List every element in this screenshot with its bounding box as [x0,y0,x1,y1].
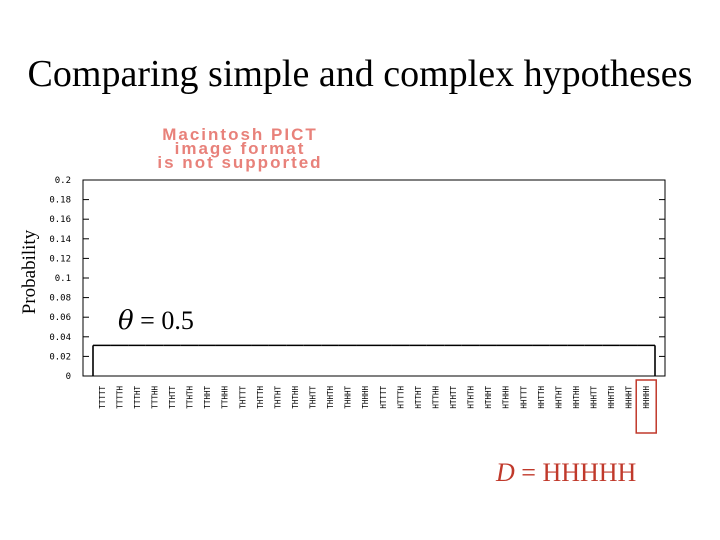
bar [234,345,252,376]
bar [532,345,550,376]
y-tick-label: 0.06 [49,313,71,324]
x-tick-label: HHTTH [536,386,546,409]
bar [515,345,533,376]
x-tick-label: TTHTH [185,386,195,409]
x-tick-label: HTTTH [396,386,406,409]
x-tick-label: THHTH [326,386,336,409]
theta-symbol: θ [118,306,134,336]
x-tick-label: THTTH [255,386,265,409]
x-tick-label: HTHHH [501,386,511,409]
x-tick-label: HHTHT [554,386,564,409]
bar [602,345,620,376]
y-tick-label: 0.14 [49,234,71,245]
bar [374,345,392,376]
bar [251,345,269,376]
x-tick-label: HTHTT [449,386,459,409]
x-tick-label: THHHT [343,386,353,409]
theta-label [118,306,194,336]
pict-notice-line: Macintosh PICT [162,125,318,144]
y-tick-label: 0.16 [49,215,71,226]
bar [479,345,497,376]
bar [339,345,357,376]
x-tick-label: TTHHH [220,386,230,409]
y-tick-label: 0.1 [54,274,71,284]
y-axis-label: Probability [19,229,40,315]
pict-notice-line: is not supported [157,153,323,172]
x-tick-label: TTTHH [150,386,160,409]
data-symbol: D [496,458,515,487]
slide-title: Comparing simple and complex hypotheses [27,53,693,95]
x-tick-label: HHTTT [519,386,529,409]
data-value: = HHHHH [514,458,637,487]
x-tick-label: HHHHT [624,386,634,409]
x-tick-label: HHHHH [642,386,652,409]
x-tick-label: THTTT [238,386,248,409]
bar [181,345,199,376]
bar [427,345,445,376]
y-tick-label: 0.2 [54,176,71,186]
bar [585,345,603,376]
x-tick-label: THTHT [273,386,283,409]
bar [269,345,287,376]
data-label [496,458,636,488]
bar [550,345,568,376]
y-tick-label: 0 [65,372,71,382]
bar [409,345,427,376]
pict-notice-line: image format [174,139,306,158]
y-tick-label: 0.02 [49,352,71,363]
bar [392,345,410,376]
bar [620,345,638,376]
bar [321,345,339,376]
bar [462,345,480,376]
bar [286,345,304,376]
bar [637,345,655,376]
bar [216,345,234,376]
x-tick-label: HHTHH [571,386,581,409]
x-tick-label: TTTHT [132,386,142,409]
bar [567,345,585,376]
x-tick-label: HHHTT [589,386,599,409]
x-tick-label: TTHTT [168,386,178,409]
x-tick-label: TTTTT [97,386,107,409]
x-tick-label: HTTHT [413,386,423,409]
bar [146,345,164,376]
x-tick-label: TTHHT [203,386,213,409]
bar [444,345,462,376]
x-tick-label: HTHTH [466,386,476,409]
x-tick-label: HTHHT [484,386,494,409]
bar [304,345,322,376]
x-tick-label: THTHH [290,386,300,409]
y-tick-label: 0.08 [49,293,71,304]
theta-value: = 0.5 [133,306,194,335]
bar [163,345,181,376]
x-tick-label: TTTTH [115,386,125,409]
y-tick-label: 0.18 [49,195,71,206]
x-tick-label: THHTT [308,386,318,409]
y-tick-label: 0.12 [49,254,71,265]
plot-frame [83,180,665,376]
x-tick-label: THHHH [361,386,371,409]
bar [111,345,129,376]
x-tick-label: HTTHH [431,386,441,409]
bar [93,345,111,376]
bar [497,345,515,376]
x-tick-label: HTTTT [378,386,388,409]
bar [198,345,216,376]
x-tick-label: HHHTH [607,386,617,409]
y-tick-label: 0.04 [49,332,71,343]
bar [356,345,374,376]
bar [128,345,146,376]
